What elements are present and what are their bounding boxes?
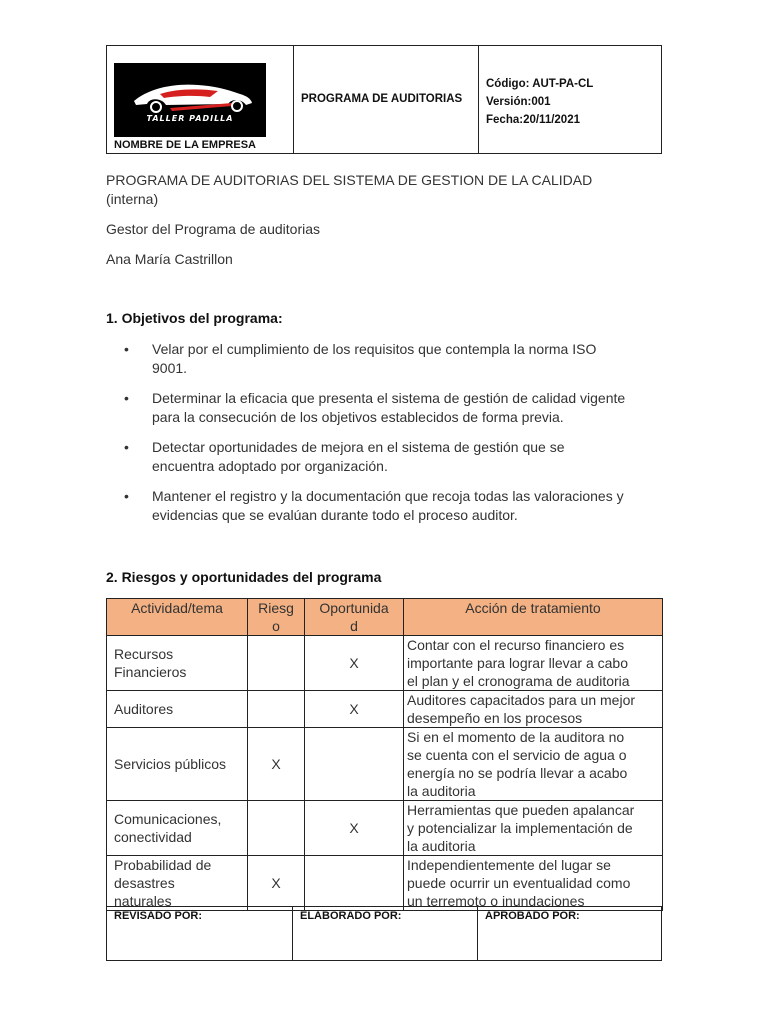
objectives-heading: 1. Objetivos del programa: [106, 310, 283, 326]
bullet-icon: • [124, 439, 129, 455]
logo-text: TALLER PADILLA [146, 114, 234, 123]
column-header-opportunity: Oportunida d [305, 599, 404, 636]
prepared-by-cell: ELABORADO POR: [293, 907, 478, 961]
cell-activity: Comunicaciones, conectividad [107, 801, 248, 856]
cell-action: Independientemente del lugar se puede ocurrir un eventualidad como un terremoto o inundaciones [404, 856, 663, 911]
signature-table [106, 906, 662, 961]
cell-risk [248, 636, 305, 691]
car-logo-icon [114, 63, 266, 137]
column-header-activity: Actividad/tema [107, 599, 248, 636]
table-row [107, 856, 663, 911]
document-version: Versión:001 [486, 96, 551, 108]
column-header-risk: Riesg o [248, 599, 305, 636]
risks-heading: 2. Riesgos y oportunidades del programa [106, 569, 382, 585]
bullet-icon: • [124, 488, 129, 504]
cell-activity: Recursos Financieros [107, 636, 248, 691]
bullet-icon: • [124, 390, 129, 406]
title-cell [294, 46, 479, 154]
cell-activity: Auditores [107, 691, 248, 728]
document-meta [479, 46, 661, 129]
cell-opportunity: X [305, 801, 404, 856]
risks-table [106, 598, 663, 911]
cell-action: Herramientas que pueden apalancar y potencializar la implementación de la auditoria [404, 801, 663, 856]
manager-label: Gestor del Programa de auditorias [106, 221, 320, 237]
logo-cell [107, 46, 294, 154]
manager-name: Ana María Castrillon [106, 251, 233, 267]
document-date: Fecha:20/11/2021 [486, 114, 580, 126]
company-logo [114, 63, 266, 137]
table-row [107, 691, 663, 728]
column-header-action: Acción de tratamiento [404, 599, 663, 636]
cell-action: Contar con el recurso financiero es importante para lograr llevar a cabo el plan y el cronograma de auditoria [404, 636, 663, 691]
list-item: • Mantener el registro y la documentación que recoja todas las valoraciones y evidencias que se evalúan durante todo el proceso auditor. [124, 488, 624, 523]
cell-activity: Servicios públicos [107, 728, 248, 801]
cell-opportunity: X [305, 691, 404, 728]
cell-action: Si en el momento de la auditora no se cuenta con el servicio de agua o energía no se podría llevar a acabo la auditoria [404, 728, 663, 801]
cell-risk [248, 691, 305, 728]
table-row [107, 728, 663, 801]
cell-risk: X [248, 856, 305, 911]
list-item: • Determinar la eficacia que presenta el sistema de gestión de calidad vigente para la consecución de los objetivos establecidos de forma previa. [124, 390, 626, 425]
reviewed-by-cell: REVISADO POR: [107, 907, 293, 961]
approved-by-cell: APROBADO POR: [478, 907, 662, 961]
cell-opportunity [305, 856, 404, 911]
table-row [107, 801, 663, 856]
table-row [107, 636, 663, 691]
document-title: PROGRAMA DE AUDITORIAS [301, 93, 463, 105]
meta-cell [479, 46, 662, 154]
list-item: • Velar por el cumplimiento de los requisitos que contempla la norma ISO 9001. [124, 341, 597, 376]
table-header-row [107, 599, 663, 636]
company-name-label: NOMBRE DE LA EMPRESA [114, 139, 256, 151]
cell-opportunity: X [305, 636, 404, 691]
document-code: Código: AUT-PA-CL [486, 78, 594, 90]
cell-activity: Probabilidad de desastres naturales [107, 856, 248, 911]
cell-action: Auditores capacitados para un mejor desempeño en los procesos [404, 691, 663, 728]
cell-risk [248, 801, 305, 856]
cell-risk: X [248, 728, 305, 801]
bullet-icon: • [124, 341, 129, 357]
program-title: PROGRAMA DE AUDITORIAS DEL SISTEMA DE GESTION DE LA CALIDAD (interna) [106, 172, 593, 207]
objectives-list [106, 340, 666, 536]
document-header-table [106, 45, 662, 154]
cell-opportunity [305, 728, 404, 801]
list-item: • Detectar oportunidades de mejora en el sistema de gestión que se encuentra adoptado por organización. [124, 439, 565, 474]
